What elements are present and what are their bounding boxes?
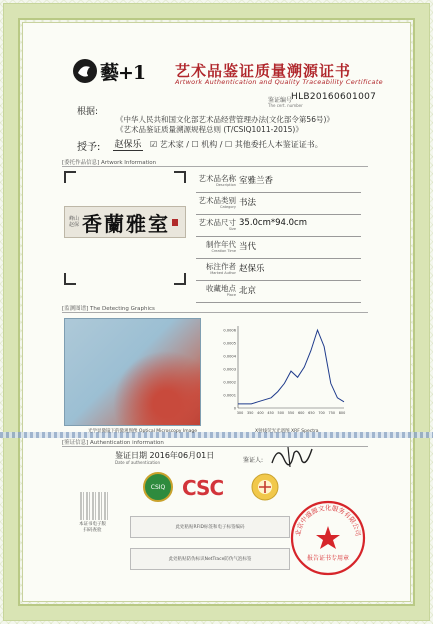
info-row-description <box>196 171 361 193</box>
signature <box>268 441 318 471</box>
auth-section-title: [鉴证信息] Authentication information <box>62 440 164 446</box>
y-tick-label: 0.0001 <box>223 393 236 398</box>
info-label: 制作年代 <box>206 240 236 249</box>
qr-note-1: 本证书电子版 <box>79 522 106 527</box>
detect-section-title: [监测图谱] The Detecting Graphics <box>62 306 155 312</box>
info-row-category <box>196 193 361 215</box>
cert-id: HLB20160601007 <box>291 92 377 102</box>
xrf-series-line <box>238 330 344 404</box>
basis-label: 根据: <box>77 107 99 117</box>
y-tick-label: 0.0005 <box>223 341 236 346</box>
grantee-name: 赵保乐 <box>113 137 143 151</box>
section-divider <box>62 446 368 447</box>
logo-swirl-icon <box>72 58 98 84</box>
info-value: 赵保乐 <box>239 264 265 274</box>
y-tick-label: 0.0006 <box>223 328 236 333</box>
info-label: 标注作者 <box>206 262 236 271</box>
svg-text:北京中盛源文化服务有限公司: 北京中盛源文化服务有限公司 <box>293 503 363 537</box>
x-tick-label: 450 <box>267 411 274 415</box>
certificate-title-en: Artwork Authentication and Quality Traceability Certificate <box>175 78 383 86</box>
cert-id-sub: The cert. number <box>268 103 303 108</box>
seal-icon <box>172 219 178 226</box>
info-row-creation-time <box>196 237 361 259</box>
x-tick-label: 600 <box>297 411 305 415</box>
microscopy-caption: 光学显微镜下的微观图像 Optical Microscopy Image <box>88 429 197 434</box>
grant-label: 授予: <box>77 142 101 153</box>
cert-id-label: 鉴证编号 <box>268 97 293 104</box>
info-sublabel: Marked Author <box>210 271 236 275</box>
x-tick-label: 300 <box>236 411 244 415</box>
x-tick-label: 350 <box>246 411 254 415</box>
info-sublabel: Category <box>220 205 236 209</box>
section-divider <box>62 312 368 313</box>
xrf-chart <box>216 318 348 426</box>
info-label: 艺术品尺寸 <box>198 218 236 227</box>
signer-label: 鉴证人: <box>243 457 264 464</box>
logo-text: 藝+1 <box>100 61 146 84</box>
y-tick-label: 0.0002 <box>223 380 236 385</box>
auth-date-label: 鉴证日期 <box>115 451 147 460</box>
info-label: 艺术品类别 <box>198 196 236 205</box>
info-value: 35.0cm*94.0cm <box>239 218 308 228</box>
grantee-type-options: ☑ 艺术家 / ☐ 机构 / ☐ 其他委托人本鉴证证书。 <box>150 140 323 149</box>
auth-date-value: 2016年06月01日 <box>149 451 215 460</box>
nettrace-tag-area: 此处粘贴防伪标识NetTrace防伪气泡标签 <box>130 548 290 570</box>
qr-note-2: 扫码查验 <box>83 528 102 533</box>
emblem-icon <box>250 472 280 502</box>
info-row-author <box>196 259 361 281</box>
info-label: 收藏地点 <box>206 284 236 293</box>
info-value: 当代 <box>239 242 257 252</box>
y-tick-label: 0 <box>233 406 236 411</box>
rfid-tag-area: 此处粘贴RFID标签和电子标签编码 <box>130 516 290 538</box>
artwork-section-title: [委托作品信息] Artwork Information <box>62 160 157 166</box>
microscopy-image <box>64 318 201 426</box>
y-tick-label: 0.0003 <box>223 367 236 372</box>
auth-date-sub: Date of authentication <box>115 460 161 465</box>
calligraphy-inscription: 峰山赵保 <box>68 216 79 228</box>
info-value: 书法 <box>239 198 257 208</box>
artwork-image <box>64 206 186 238</box>
x-tick-label: 800 <box>338 411 346 415</box>
x-tick-label: 650 <box>308 411 315 415</box>
info-value: 北京 <box>239 286 257 296</box>
csc-logo: CSC <box>182 476 224 500</box>
info-row-size <box>196 215 361 237</box>
y-tick-label: 0.0004 <box>223 354 236 359</box>
certificate-title: 艺术品鉴证质量溯源证书 <box>175 62 352 80</box>
x-tick-label: 750 <box>328 411 336 415</box>
xrf-caption: X射线荧光光谱图 XRF Spectra <box>255 429 319 434</box>
info-value: 室雅兰香 <box>239 176 274 186</box>
csiq-badge-icon: CSIQ <box>143 472 173 502</box>
x-tick-label: 500 <box>277 411 285 415</box>
logo <box>72 58 152 84</box>
info-sublabel: Size <box>228 227 236 231</box>
basis-line-2: 《艺术品鉴证质量溯源规程总则 (T/CSIQ1011-2015)》 <box>116 125 303 134</box>
info-sublabel: Place <box>226 293 236 297</box>
x-tick-label: 550 <box>287 411 295 415</box>
x-tick-label: 700 <box>318 411 325 415</box>
x-tick-label: 400 <box>257 411 264 415</box>
company-stamp <box>288 498 368 578</box>
basis-line-1: 《中华人民共和国文化部艺术品经营管理办法(文化部令第56号)》 <box>116 115 334 124</box>
qr-code-icon <box>80 492 110 520</box>
info-sublabel: Description <box>216 183 236 187</box>
info-row-place <box>196 281 361 303</box>
calligraphy-text: 香蘭雅室 <box>82 211 170 236</box>
section-divider <box>62 166 368 167</box>
info-label: 艺术品名称 <box>198 174 236 183</box>
svg-text:报告证书专用章: 报告证书专用章 <box>306 555 350 562</box>
info-sublabel: Creation Time <box>211 249 236 253</box>
